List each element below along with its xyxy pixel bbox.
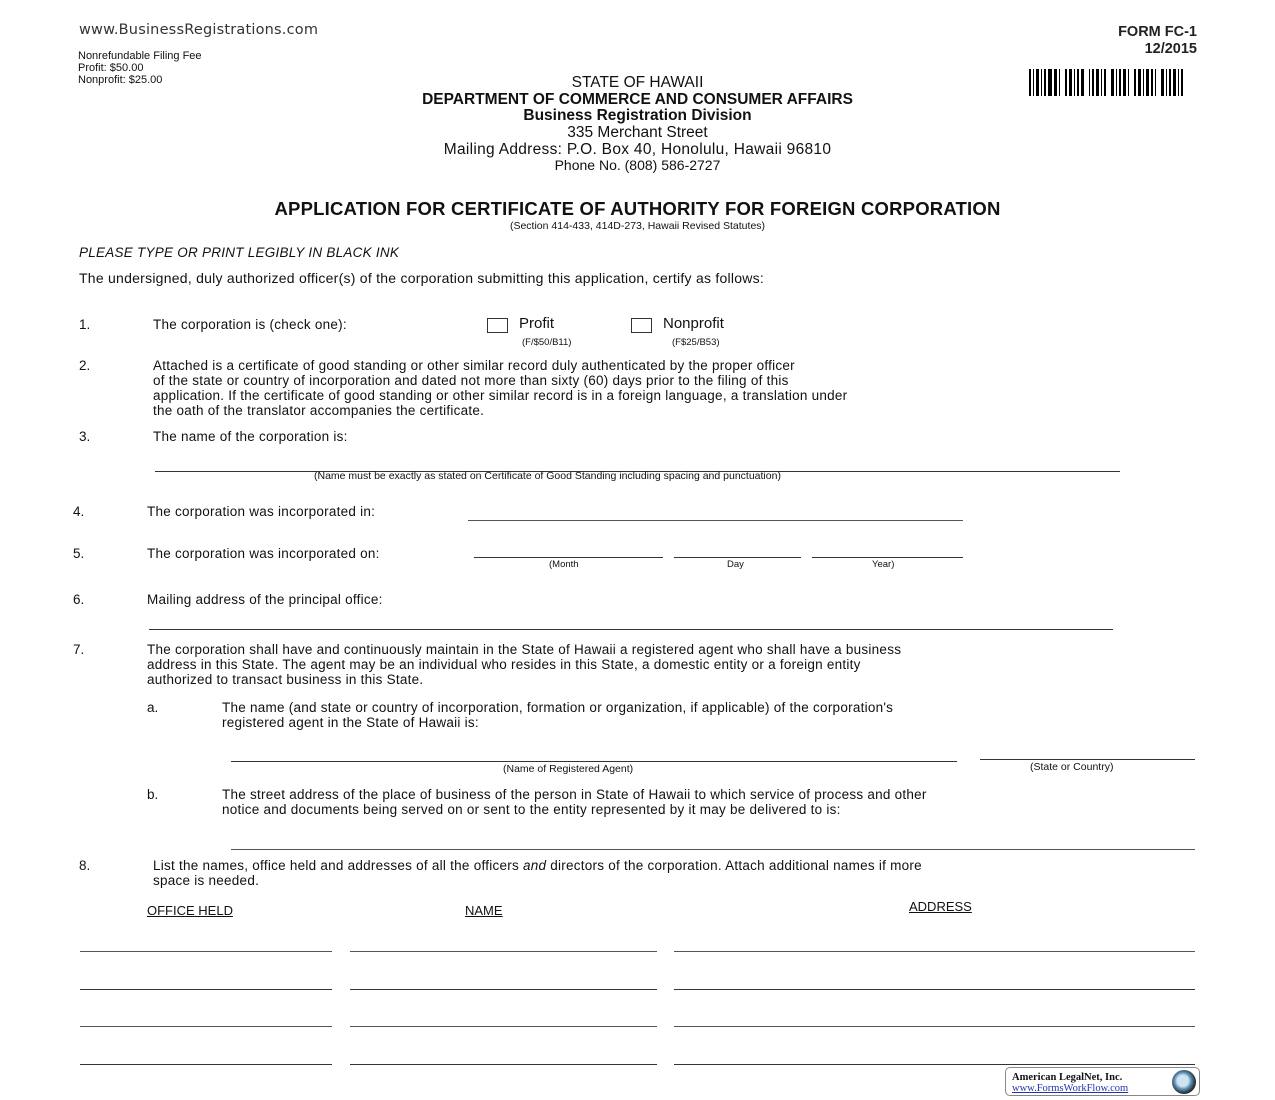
street-address: 335 Merchant Street (567, 124, 708, 141)
row-underline (80, 1064, 332, 1065)
officer-office-field[interactable] (80, 937, 332, 951)
filing-fee-nonprofit: Nonprofit: $25.00 (78, 74, 163, 86)
incorporation-month-field[interactable] (474, 543, 663, 557)
officer-address-field[interactable] (674, 975, 1195, 989)
item-5-text: The corporation was incorporated on: (147, 546, 380, 561)
row-underline (350, 951, 657, 952)
item-1-text: The corporation is (check one): (153, 317, 347, 332)
profit-fee-code: (F/$50/B11) (522, 337, 572, 348)
item-7b-text (222, 787, 927, 817)
item-8-line-1-start: List the names, office held and addresses of all the officers (153, 858, 523, 873)
logo-website-link[interactable]: www.FormsWorkFlow.com (1012, 1083, 1129, 1094)
registered-agent-caption: (Name of Registered Agent) (503, 763, 634, 775)
item-2-line: the oath of the translator accompanies the certificate. (153, 403, 485, 418)
officer-name-field[interactable] (350, 1012, 657, 1026)
item-3-number: 3. (79, 429, 91, 444)
row-underline (674, 989, 1195, 990)
department-name: DEPARTMENT OF COMMERCE AND CONSUMER AFFAIRS (422, 91, 853, 108)
item-8-number: 8. (79, 858, 91, 873)
nonprofit-fee-code: (F$25/B53) (672, 337, 720, 348)
row-underline (674, 1064, 1195, 1065)
item-7a-line: The name (and state or country of incorporation, formation or organization, if applicable) of the corporation's (222, 700, 894, 715)
officer-office-field[interactable] (80, 975, 332, 989)
item-7b-line: notice and documents being served on or sent to the entity represented by it may be delivered to is: (222, 802, 841, 817)
item-7-text (147, 642, 901, 687)
document-title: APPLICATION FOR CERTIFICATE OF AUTHORITY FOR FOREIGN CORPORATION (274, 198, 1001, 219)
item-4-text: The corporation was incorporated in: (147, 504, 376, 519)
item-4-number: 4. (73, 504, 85, 519)
form-identifier (1118, 24, 1197, 58)
item-7a-letter: a. (147, 700, 159, 715)
month-caption: (Month (549, 559, 579, 570)
ink-instruction: PLEASE TYPE OR PRINT LEGIBLY IN BLACK INK (79, 245, 400, 260)
officer-address-field[interactable] (674, 1012, 1195, 1026)
row-underline (350, 1064, 657, 1065)
item-8-text (153, 858, 922, 888)
incorporation-day-field[interactable] (674, 543, 801, 557)
document-subtitle: (Section 414-433, 414D-273, Hawaii Revised Statutes) (509, 220, 766, 232)
column-header-address: ADDRESS (909, 899, 972, 914)
website-url: www.BusinessRegistrations.com (79, 22, 319, 38)
item-2-number: 2. (79, 358, 91, 373)
item-8-line-1-end: directors of the corporation. Attach additional names if more (546, 858, 922, 873)
form-date: 12/2015 (1144, 41, 1197, 57)
agent-street-address-underline (231, 849, 1195, 850)
item-7-number: 7. (73, 642, 85, 657)
nonprofit-checkbox[interactable] (631, 318, 652, 333)
profit-checkbox[interactable] (487, 318, 508, 333)
item-7-line: address in this State. The agent may be an individual who resides in this State, a domestic entity or a foreign entity (147, 657, 861, 672)
incorporation-place-underline (468, 520, 963, 521)
globe-icon (1172, 1070, 1196, 1094)
row-underline (80, 1026, 332, 1027)
row-underline (674, 951, 1195, 952)
month-underline (474, 557, 663, 558)
logo-company-name: American LegalNet, Inc. (1012, 1072, 1123, 1083)
officer-office-field[interactable] (80, 1012, 332, 1026)
corporation-name-field[interactable] (155, 457, 1120, 471)
day-underline (674, 557, 801, 558)
incorporation-place-field[interactable] (468, 506, 963, 520)
agent-street-address-field[interactable] (231, 835, 1195, 849)
form-number: FORM FC-1 (1118, 24, 1197, 40)
incorporation-year-field[interactable] (812, 543, 963, 557)
officer-address-field[interactable] (674, 937, 1195, 951)
row-underline (350, 989, 657, 990)
item-7b-line: The street address of the place of business of the person in State of Hawaii to which service of process and other (222, 787, 927, 802)
item-2-line: Attached is a certificate of good standing or other similar record duly authenticated by the proper officer (153, 358, 795, 373)
item-2-line: of the state or country of incorporation and dated not more than sixty (60) days prior to the filing of this (153, 373, 789, 388)
day-caption: Day (727, 559, 744, 570)
row-underline (350, 1026, 657, 1027)
american-legalnet-logo[interactable] (1005, 1067, 1200, 1096)
item-7-line: authorized to transact business in this State. (147, 672, 424, 687)
item-7-line: The corporation shall have and continuously maintain in the State of Hawaii a registered agent who shall have a business (147, 642, 902, 657)
year-caption: Year) (872, 559, 895, 570)
agent-state-country-field[interactable] (980, 745, 1195, 759)
item-6-number: 6. (73, 592, 85, 607)
registered-agent-name-field[interactable] (231, 747, 957, 761)
officer-office-field[interactable] (80, 1050, 332, 1064)
item-7b-letter: b. (147, 787, 159, 802)
item-2-text (153, 358, 847, 418)
item-8-emphasis: and (522, 858, 547, 873)
officer-name-field[interactable] (350, 937, 657, 951)
column-header-office-held: OFFICE HELD (147, 903, 233, 918)
intro-statement: The undersigned, duly authorized officer(s) of the corporation submitting this application, certify as follows: (79, 270, 765, 286)
agent-state-country-underline (980, 759, 1195, 760)
profit-label: Profit (519, 315, 555, 332)
item-3-text: The name of the corporation is: (153, 429, 348, 444)
corporation-name-caption: (Name must be exactly as stated on Certificate of Good Standing including spacing and punctuation) (314, 470, 781, 482)
item-7a-line: registered agent in the State of Hawaii is: (222, 715, 479, 730)
officer-name-field[interactable] (350, 1050, 657, 1064)
division-name: Business Registration Division (523, 107, 752, 124)
item-7a-text (222, 700, 893, 730)
mailing-address: Mailing Address: P.O. Box 40, Honolulu, Hawaii 96810 (443, 141, 832, 158)
column-header-name: NAME (465, 903, 503, 918)
phone-number: Phone No. (808) 586-2727 (554, 157, 721, 173)
row-underline (674, 1026, 1195, 1027)
item-6-text: Mailing address of the principal office: (147, 592, 383, 607)
officer-address-field[interactable] (674, 1050, 1195, 1064)
registered-agent-underline (231, 761, 957, 762)
row-underline (80, 989, 332, 990)
row-underline (80, 951, 332, 952)
item-1-number: 1. (79, 317, 91, 332)
principal-office-underline (149, 629, 1113, 630)
filing-fee-profit: Profit: $50.00 (78, 62, 144, 74)
year-underline (812, 557, 963, 558)
item-8-line-2: space is needed. (153, 873, 260, 888)
agent-state-country-caption: (State or Country) (1030, 761, 1114, 773)
item-5-number: 5. (73, 546, 85, 561)
item-2-line: application. If the certificate of good standing or other similar record is in a foreign language, a translation under (153, 388, 848, 403)
item-8-line-1 (153, 858, 922, 873)
state-name: STATE OF HAWAII (571, 74, 704, 91)
officer-name-field[interactable] (350, 975, 657, 989)
nonprofit-label: Nonprofit (663, 315, 724, 332)
principal-office-address-field[interactable] (149, 615, 1113, 629)
filing-fee-title: Nonrefundable Filing Fee (78, 50, 202, 62)
